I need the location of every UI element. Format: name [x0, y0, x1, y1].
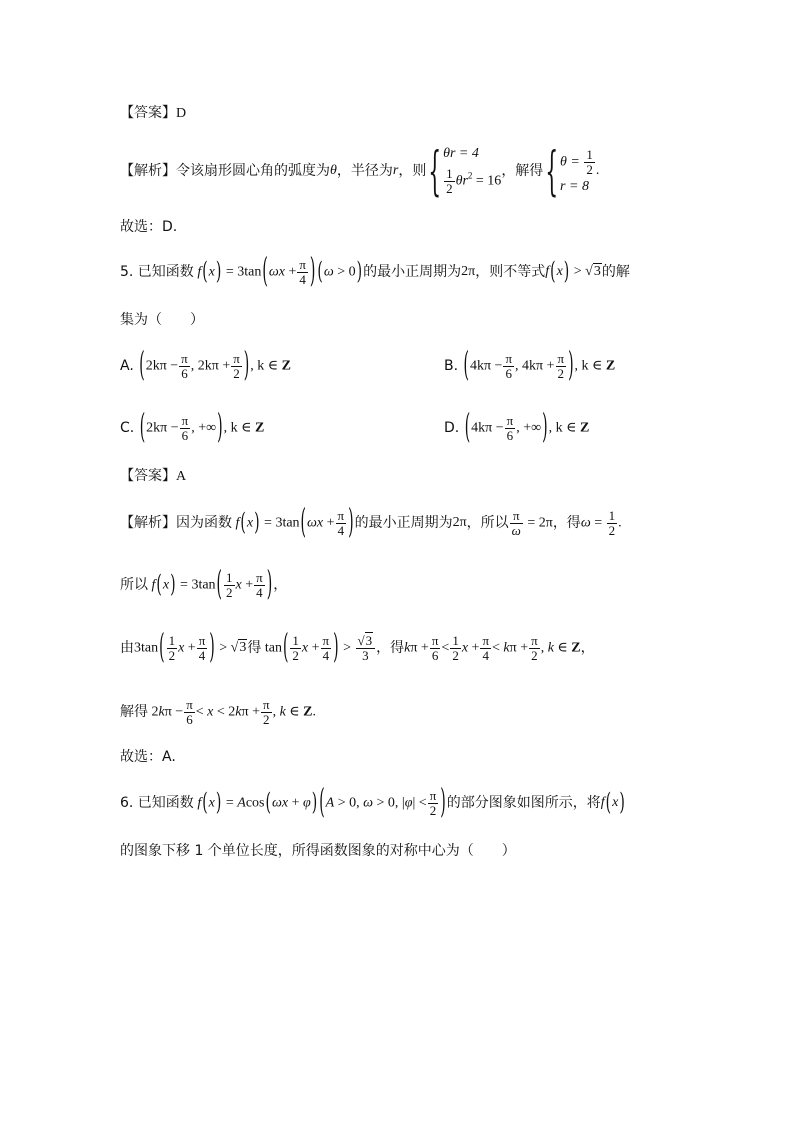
option-a[interactable]: A. (2kπ − $\frac{\pi}{6}$ , 2kπ + $\frac{\pi}{2}$ ), k ∈ Z	[120, 346, 291, 386]
question-6: 6. 已知函数 f(x) = Acos(ωx + φ) (A > 0, ω > 0, |φ| < $\frac{\pi}{2}$ ) 的部分图象如图所示，将 f(x)	[120, 783, 625, 823]
equation: θr = 4	[443, 145, 479, 161]
function-def: f(x) = 3tan(ωx + $\frac{\pi}{4}$ ) (ω > 0)	[197, 252, 363, 292]
explanation-text: 令该扇形圆心角的弧度为	[176, 163, 330, 179]
choice-4: 故选：D.	[120, 219, 178, 235]
explanation-5-line3: 由 3tan( $\frac{1}{2}$ x + $\frac{\pi}{4}$ ) > √3 得 tan( $\frac{1}{2}$ x + $\frac{\pi}{4}$ ) > $\frac{√3}{3}$ ，得 kπ + $\frac{\pi}{6}$ < $\frac{1}{2}$ x + $\frac{\pi}{4}$ < kπ + $\frac{\pi}{2}$ , k ∈ Z ，	[120, 628, 595, 668]
option-b[interactable]: B. (4kπ − $\frac{\pi}{6}$ , 4kπ + $\frac{\pi}{2}$ ), k ∈ Z	[444, 346, 616, 386]
question-5-line2: 集为（ ）	[120, 312, 204, 328]
answer-value: D	[176, 106, 187, 121]
question-number: 5. 已知函数	[120, 264, 194, 280]
r-symbol: r	[392, 163, 399, 178]
question-text: ，则不等式	[475, 264, 546, 280]
question-5	[120, 252, 630, 292]
explanation-label: 【解析】	[120, 163, 176, 179]
explanation-5-line4: 解得 2kπ − $\frac{\pi}{6}$ < x < 2kπ + $\frac{\pi}{2}$ , k ∈ Z.	[120, 696, 316, 727]
answer-label: 【答案】	[120, 105, 176, 121]
explanation-4: 【解析】 令该扇形圆心角的弧度为 θ ，半径为 r ，则 { θr = 4 $\frac{1}{2}$ $\theta r^2 = 16$ ，解得 { θ = $\frac{1}{2}$ r = 8 .	[120, 139, 600, 203]
equation: $\frac{1}{2}$ $\theta r^2 = 16$	[446, 165, 502, 196]
question-number: 6. 已知函数	[120, 795, 194, 811]
explanation-5-line2: 所以 f(x) = 3tan( $\frac{1}{2}$ x + $\frac{\pi}{4}$ ) ，	[120, 565, 288, 605]
equation: θ = $\frac{1}{2}$	[560, 146, 593, 177]
option-d[interactable]: D. (4kπ − $\frac{\pi}{6}$ , +∞), k ∈ Z	[444, 408, 590, 448]
left-brace: {	[428, 139, 442, 203]
explanation-5: 【解析】 因为函数 f(x) = 3tan(ωx + $\frac{\pi}{4}$ ) 的最小正周期为 2π ，所以 $\frac{\pi}{\omega}$ = 2π ，得 ω = $\frac{1}{2}$ .	[120, 503, 622, 543]
left-brace: {	[545, 139, 559, 203]
answer-5: 【答案】A	[120, 468, 187, 484]
equation: r = 8	[560, 179, 589, 195]
period-value: 2π	[461, 264, 476, 279]
explanation-text: ，半径为	[336, 163, 393, 179]
explanation-text: ，解得	[501, 163, 544, 179]
equation-system	[443, 147, 501, 195]
theta-symbol: θ	[330, 163, 337, 178]
choice-5: 故选：A.	[120, 749, 176, 765]
solution-system	[560, 148, 596, 194]
question-text: 的最小正周期为	[363, 264, 462, 280]
inequality: f(x) > √3	[545, 258, 601, 286]
question-text: 的解	[601, 264, 630, 280]
question-6-line2: 的图象下移 1 个单位长度，所得函数图象的对称中心为（ ）	[120, 843, 516, 859]
answer-4	[120, 106, 186, 121]
option-c[interactable]: C. (2kπ − $\frac{\pi}{6}$ , +∞), k ∈ Z	[120, 408, 265, 448]
explanation-text: ，则	[398, 163, 427, 179]
